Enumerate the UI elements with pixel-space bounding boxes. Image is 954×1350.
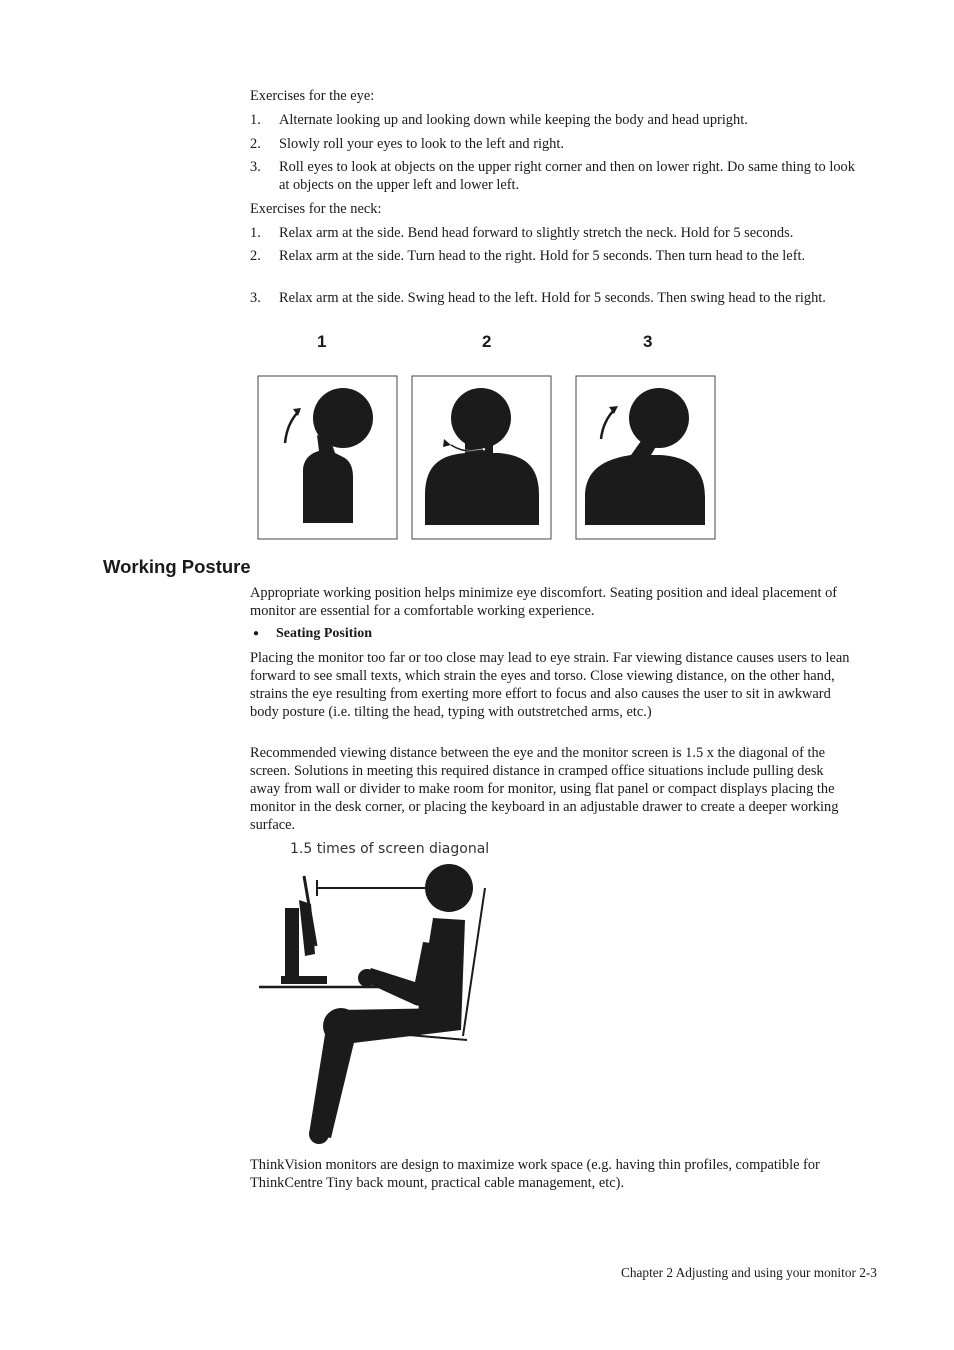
neck-exercise-illustration-2 — [411, 375, 553, 541]
seating-paragraph-2: Recommended viewing distance between the eye and the monitor screen is 1.5 x the diagonal of the screen. Solutions in meeting this required distance in cramped office situations include pulling desk away from wall or divider to make room for monitor, using flat panel or compact displays placing the monitor in the desk corner, or placing the keyboard in an adjustable drawer to create a deeper working surface. — [250, 745, 839, 833]
list-number: 3. — [250, 159, 261, 175]
list-text: Relax arm at the side. Bend head forward to slightly stretch the neck. Hold for 5 seconds. — [279, 225, 794, 241]
section-heading-working-posture: Working Posture — [103, 556, 251, 577]
page-footer: Chapter 2 Adjusting and using your monitor 2-3 — [621, 1265, 877, 1280]
list-text: Relax arm at the side. Swing head to the left. Hold for 5 seconds. Then swing head to the right. — [279, 290, 826, 306]
list-number: 1. — [250, 112, 261, 128]
closing-paragraph: ThinkVision monitors are design to maximize work space (e.g. having thin profiles, compatible for ThinkCentre Tiny back mount, practical cable management, etc). — [250, 1157, 820, 1191]
viewing-distance-caption: 1.5 times of screen diagonal — [290, 841, 490, 857]
list-text: Relax arm at the side. Turn head to the right. Hold for 5 seconds. Then turn head to the left. — [279, 248, 806, 264]
bullet-dot-icon: ● — [253, 628, 260, 639]
list-text: Alternate looking up and looking down while keeping the body and head upright. — [279, 112, 748, 128]
figure-label-3: 3 — [643, 332, 653, 351]
eye-exercises-intro: Exercises for the eye: — [250, 88, 375, 104]
figure-label-2: 2 — [482, 332, 492, 351]
seating-paragraph-1: Placing the monitor too far or too close may lead to eye strain. Far viewing distance causes users to lean forward to see small texts, which strain the eyes and torso. Close viewing distance, on the other hand, strains the eye resulting from exerting more effort to focus and also causes the user to sit in awkward body posture (i.e. tilting the head, typing with outstretched arms, etc.) — [250, 650, 850, 720]
bullet-label: Seating Position — [276, 626, 373, 641]
neck-exercise-illustration-3 — [575, 375, 717, 541]
neck-exercises-intro: Exercises for the neck: — [250, 201, 382, 217]
list-text: Slowly roll your eyes to look to the left and right. — [279, 136, 564, 152]
seating-posture-illustration — [255, 858, 495, 1148]
neck-exercise-illustration-1 — [257, 375, 399, 541]
figure-label-1: 1 — [317, 332, 327, 351]
list-number: 2. — [250, 136, 261, 152]
list-number: 2. — [250, 248, 261, 264]
list-text: Roll eyes to look at objects on the upper right corner and then on lower right. Do same thing to look at objects on the upper left and lower left. — [279, 159, 855, 193]
posture-intro: Appropriate working position helps minimize eye discomfort. Seating position and ideal placement of monitor are essential for a comfortable working experience. — [250, 585, 838, 619]
list-number: 1. — [250, 225, 261, 241]
list-number: 3. — [250, 290, 261, 306]
